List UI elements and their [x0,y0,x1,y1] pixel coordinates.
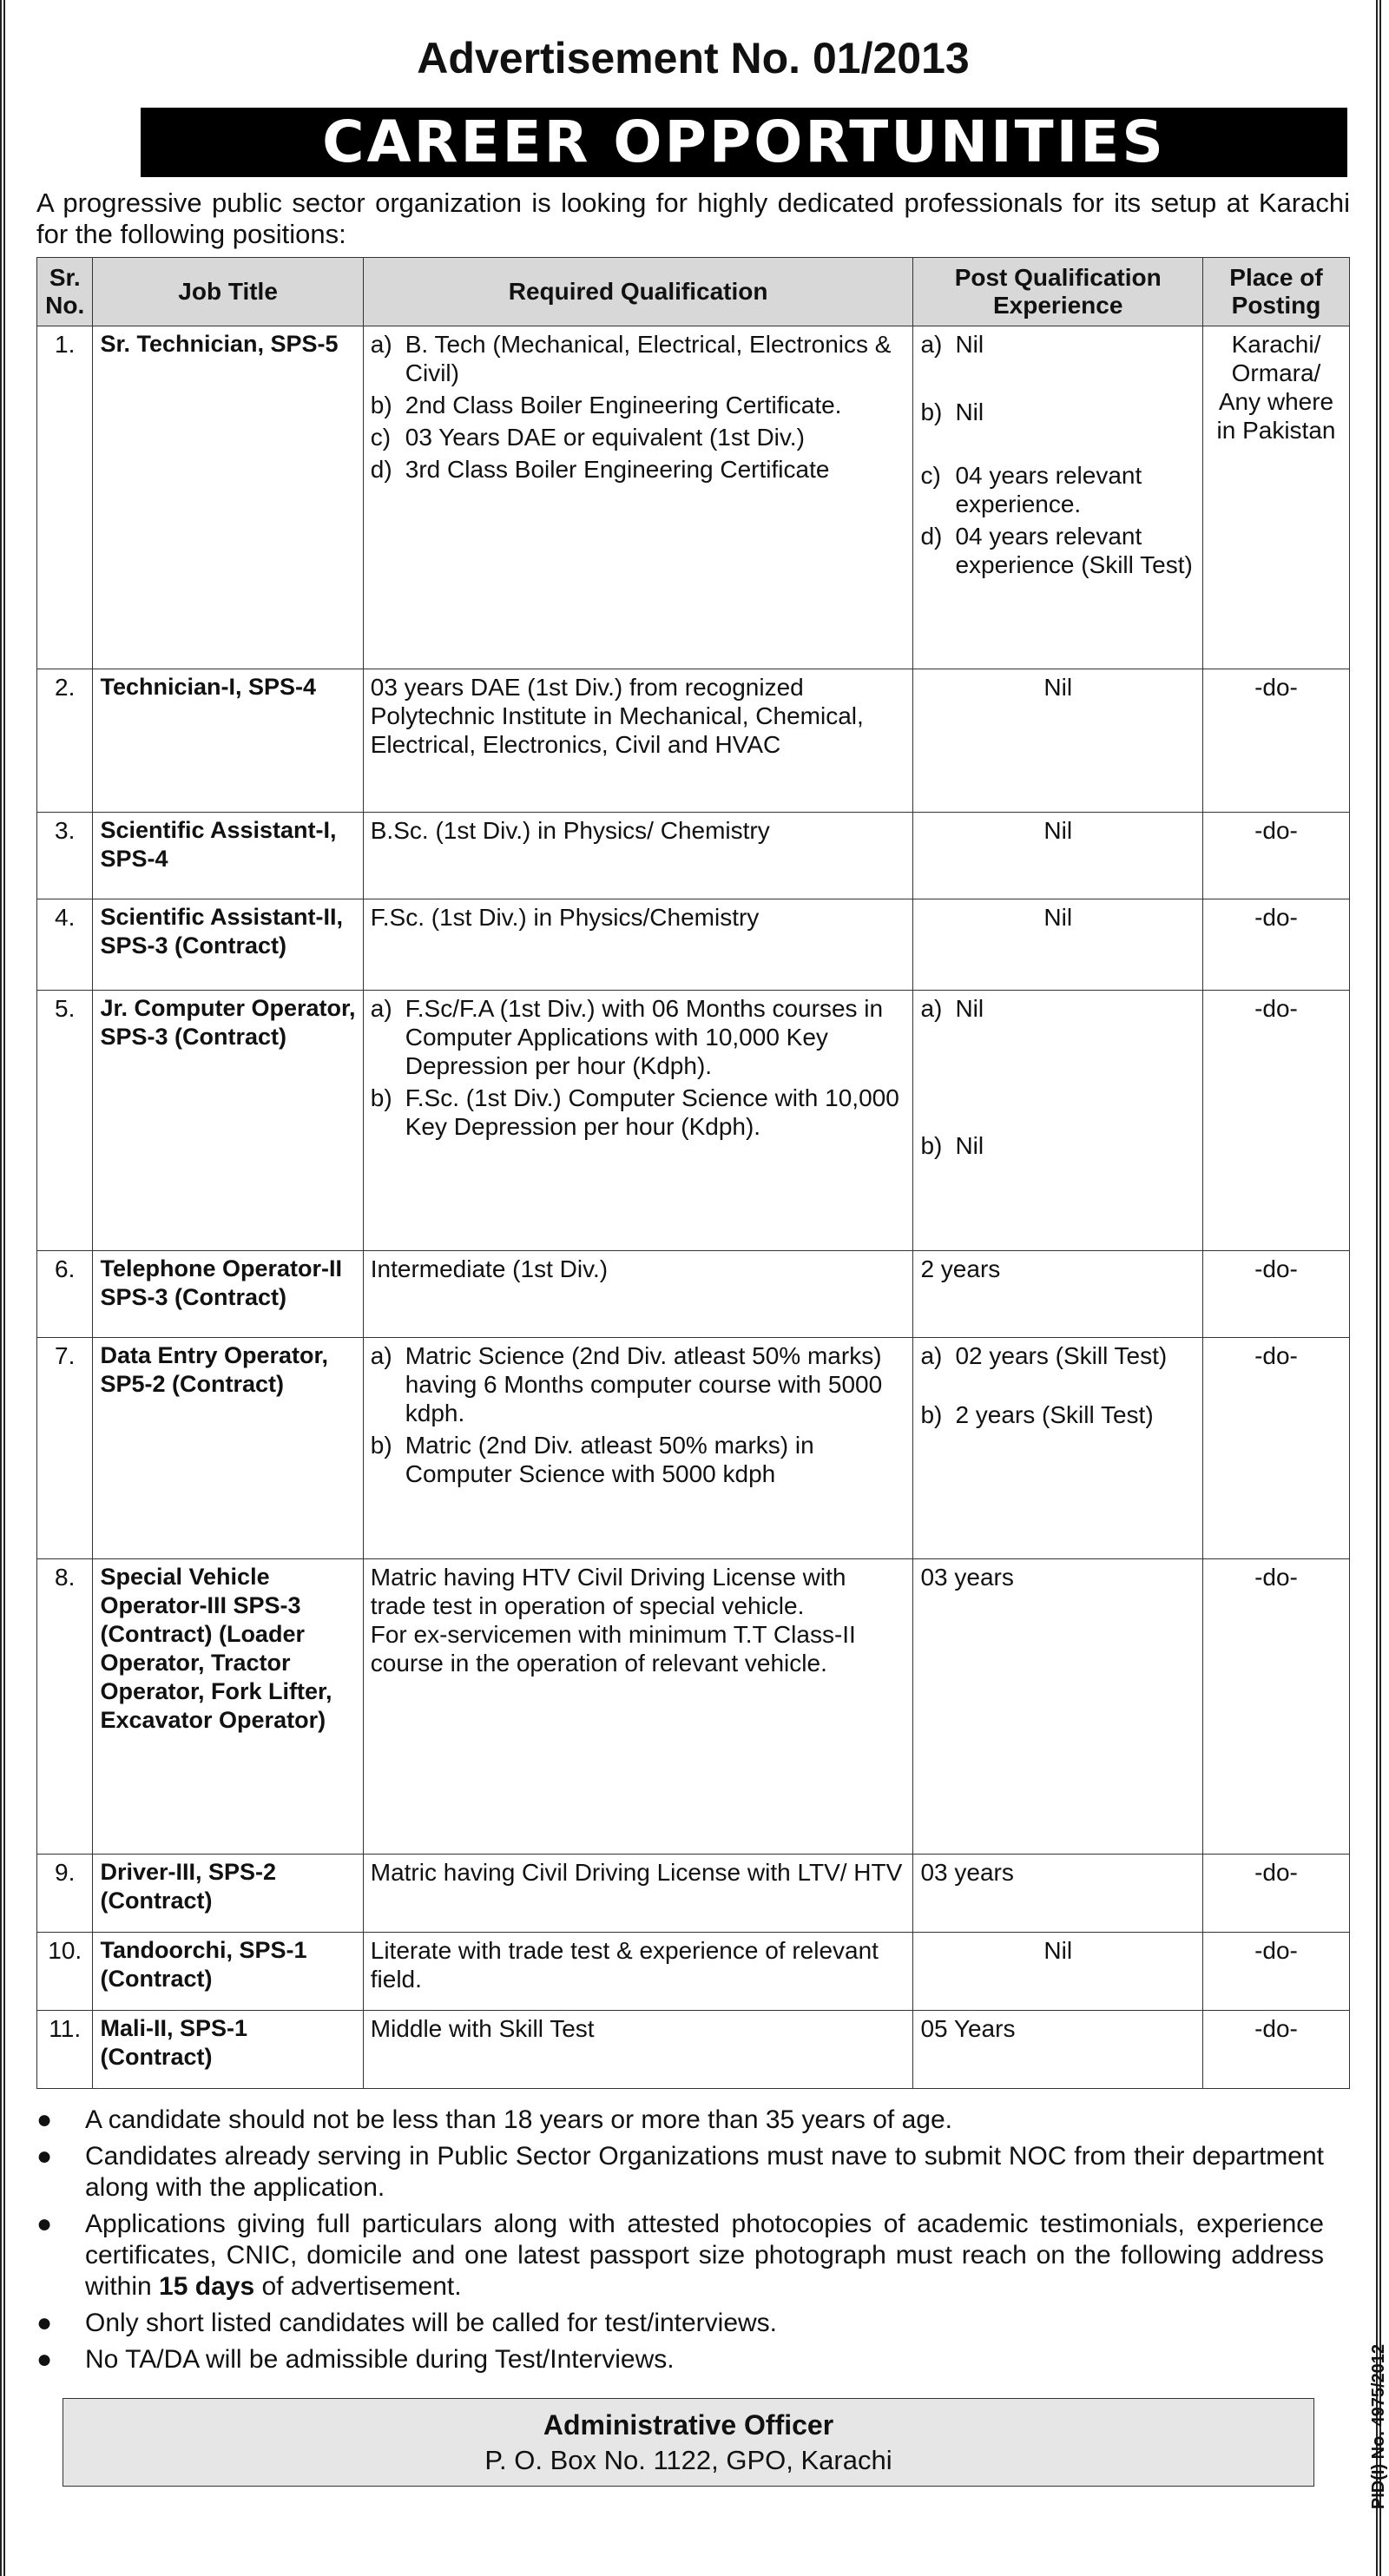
row-posting: -do- [1202,1855,1349,1933]
table-row [37,1251,1350,1338]
row-sr: 10. [37,1933,93,2011]
row-experience: 03 years [913,1855,1203,1933]
row-posting: -do- [1202,1251,1349,1338]
row-posting: -do- [1202,1559,1349,1855]
row-sr: 3. [37,813,93,899]
row-job-title: Sr. Technician, SPS-5 [93,326,363,669]
row-sr: 1. [37,326,93,669]
header-job-title: Job Title [93,258,363,326]
row-qualification: B.Sc. (1st Div.) in Physics/ Chemistry [363,813,913,899]
row-experience: 2 years [913,1251,1203,1338]
list-item: c) 03 Years DAE or equivalent (1st Div.) [370,424,805,451]
header-posting: Place of Posting [1202,258,1349,326]
notes-list [36,2105,1350,2375]
table-header-row [37,258,1350,326]
row-experience [913,326,1203,669]
table-row [37,1559,1350,1855]
table-row [37,1933,1350,2011]
advertisement-number: Advertisement No. 01/2013 [417,34,970,82]
row-sr: 4. [37,899,93,991]
list-item: a) 02 years (Skill Test) [920,1342,1168,1369]
row-experience: 05 Years [913,2011,1203,2089]
row-qualification [363,1338,913,1559]
row-qualification: Literate with trade test & experience of relevant field. [363,1933,913,2011]
row-job-title: Technician-I, SPS-4 [93,669,363,813]
list-item: a) F.Sc/F.A (1st Div.) with 06 Months courses in Computer Applications with 10,000 Key Depression per hour (Kdph). [370,995,884,1079]
contact-address: P. O. Box No. 1122, GPO, Karachi [484,2445,892,2475]
row-experience: Nil [913,1933,1203,2011]
table-row [37,1855,1350,1933]
list-item: b) 2 years (Skill Test) [920,1401,1154,1428]
list-item: b) F.Sc. (1st Div.) Computer Science with 10,000 Key Depression per hour (Kdph). [370,1084,899,1140]
pid-number: PID(I) No. 4975/2012 [1369,2344,1388,2510]
row-experience: Nil [913,899,1203,991]
table-row [37,899,1350,991]
row-posting: -do- [1202,669,1349,813]
row-job-title: Scientific Assistant-I, SPS-4 [93,813,363,899]
bullet-icon: ● [36,2309,53,2337]
row-posting: -do- [1202,991,1349,1251]
row-qualification: F.Sc. (1st Div.) in Physics/Chemistry [363,899,913,991]
contact-role: Administrative Officer [543,2409,834,2441]
list-item: c) 04 years relevant experience. [920,462,1142,517]
row-job-title: Driver-III, SPS-2 (Contract) [93,1855,363,1933]
list-item: b) 2nd Class Boiler Engineering Certificate. [370,392,842,418]
list-item: a) Nil [920,995,984,1022]
row-job-title: Jr. Computer Operator, SPS-3 (Contract) [93,991,363,1251]
row-sr: 5. [37,991,93,1251]
row-posting: -do- [1202,1933,1349,2011]
table-row [37,813,1350,899]
row-qualification: Middle with Skill Test [363,2011,913,2089]
row-experience: Nil [913,813,1203,899]
list-item: ● A candidate should not be less than 18 years or more than 35 years of age. [36,2105,952,2134]
header-experience: Post Qualification Experience [913,258,1203,326]
row-experience [913,1338,1203,1559]
table-row [37,669,1350,813]
row-qualification: Intermediate (1st Div.) [363,1251,913,1338]
row-posting: Karachi/ Ormara/ Any where in Pakistan [1202,326,1349,669]
row-job-title: Telephone Operator-II SPS-3 (Contract) [93,1251,363,1338]
bullet-icon: ● [36,2105,53,2134]
list-item: ● No TA/DA will be admissible during Test/Interviews. [36,2345,675,2374]
row-sr: 8. [37,1559,93,1855]
list-item: a) Matric Science (2nd Div. atleast 50% marks) having 6 Months computer course with 5000 kdph. [370,1342,883,1426]
list-item: d) 04 years relevant experience (Skill Test) [920,523,1193,578]
contact-footer [63,2398,1314,2487]
row-posting: -do- [1202,1338,1349,1559]
list-item: b) Nil [920,399,984,425]
qualification-paragraph: For ex-servicemen with minimum T.T Class-II course in the operation of relevant vehicle. [370,1621,856,1677]
row-sr: 11. [37,2011,93,2089]
row-job-title: Tandoorchi, SPS-1 (Contract) [93,1933,363,2011]
positions-table [36,257,1350,2089]
row-sr: 7. [37,1338,93,1559]
bullet-icon: ● [36,2345,53,2374]
row-posting: -do- [1202,899,1349,991]
row-job-title: Special Vehicle Operator-III SPS-3 (Contract) (Loader Operator, Tractor Operator, Fork Lifter, Excavator Operator) [93,1559,363,1855]
row-qualification: 03 years DAE (1st Div.) from recognized Polytechnic Institute in Mechanical, Chemical, Electrical, Electronics, Civil and HVAC [363,669,913,813]
list-item: d) 3rd Class Boiler Engineering Certificate [370,456,830,483]
list-item: a) B. Tech (Mechanical, Electrical, Electronics & Civil) [370,331,892,386]
header-qualification: Required Qualification [363,258,913,326]
page-title: CAREER OPPORTUNITIES [141,108,1347,177]
row-qualification [363,1559,913,1855]
row-qualification: Matric having Civil Driving License with LTV/ HTV [363,1855,913,1933]
list-item: ● Only short listed candidates will be called for test/interviews. [36,2309,778,2337]
table-row [37,2011,1350,2089]
list-item: ● Candidates already serving in Public Sector Organizations must nave to submit NOC from their department along with the application. [36,2142,1324,2202]
row-job-title: Data Entry Operator, SP5-2 (Contract) [93,1338,363,1559]
list-item: a) Nil [920,331,984,358]
row-sr: 2. [37,669,93,813]
row-posting: -do- [1202,2011,1349,2089]
row-experience: Nil [913,669,1203,813]
row-experience: 03 years [913,1559,1203,1855]
table-row [37,1338,1350,1559]
bullet-icon: ● [36,2142,53,2171]
intro-text: A progressive public sector organization is looking for highly dedicated professionals for its setup at Karachi for the following positions: [36,188,1350,249]
row-sr: 6. [37,1251,93,1338]
row-qualification [363,326,913,669]
bullet-icon: ● [36,2210,53,2238]
row-job-title: Mali-II, SPS-1 (Contract) [93,2011,363,2089]
qualification-paragraph: Matric having HTV Civil Driving License with trade test in operation of special vehicle. [370,1564,846,1619]
table-row [37,991,1350,1251]
list-item: b) Matric (2nd Div. atleast 50% marks) in Computer Science with 5000 kdph [370,1432,814,1487]
list-item: ● Applications giving full particulars along with attested photocopies of academic testimonials, experience certificates, CNIC, domicile and one latest passport size photograph must reach on the following address within 15 days of advertisement. [36,2210,1324,2301]
row-posting: -do- [1202,813,1349,899]
list-item: b) Nil [920,1132,984,1159]
row-experience [913,991,1203,1251]
header-sr-no: Sr. No. [37,258,93,326]
row-job-title: Scientific Assistant-II, SPS-3 (Contract) [93,899,363,991]
table-row [37,326,1350,669]
row-qualification [363,991,913,1251]
row-sr: 9. [37,1855,93,1933]
